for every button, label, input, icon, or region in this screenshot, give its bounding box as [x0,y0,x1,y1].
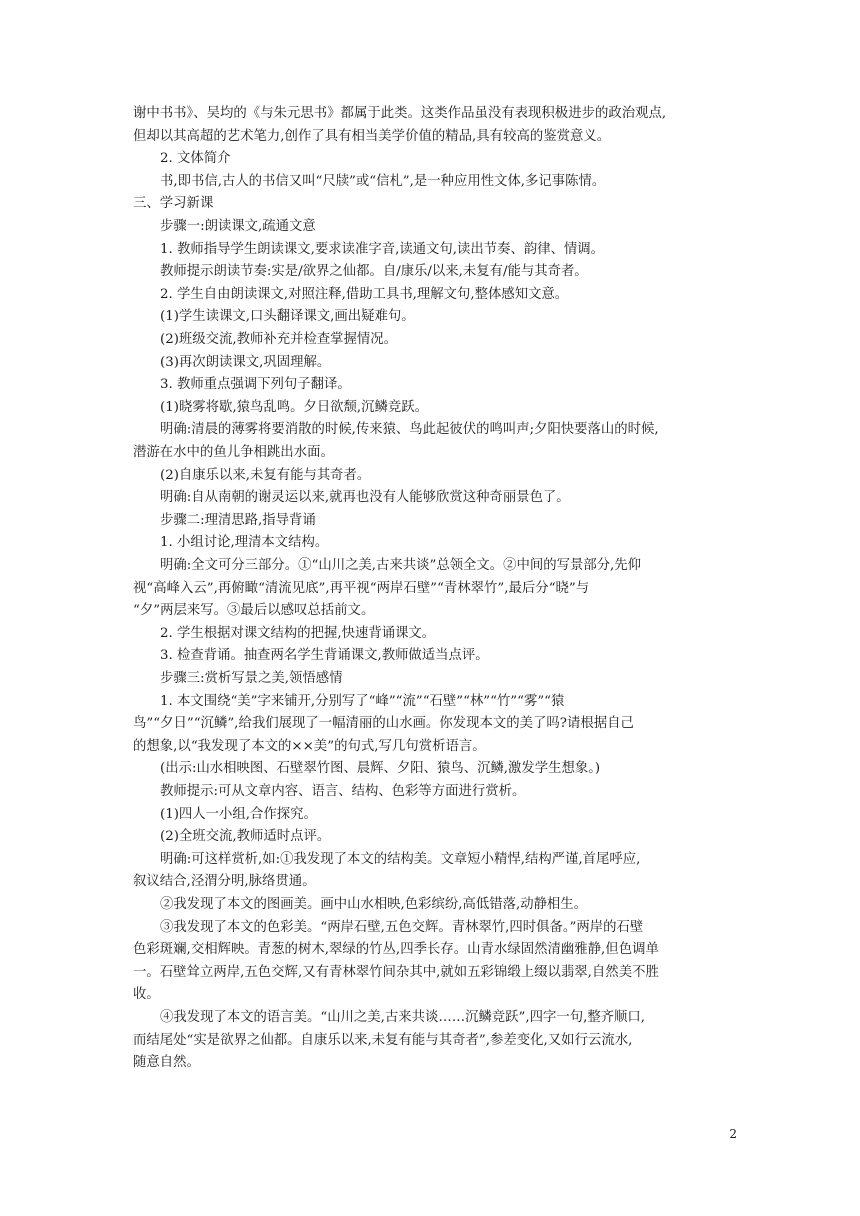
text-line: 1. 本文围绕“美”字来铺开,分别写了“峰”“流”“石壁”“林”“竹”“雾”“猿 [160,693,565,709]
text-line: 步骤三:赏析写景之美,领悟感情 [160,671,343,686]
text-line: 鸟”“夕日”“沉鳞”,给我们展现了一幅清丽的山水画。你发现本文的美了吗?请根据自己 [133,716,634,732]
text-line: 3. 检查背诵。抽查两名学生背诵课文,教师做适当点评。 [160,648,489,664]
text-line: 教师提示:可从文章内容、语言、结构、色彩等方面进行赏析。 [160,784,526,799]
text-line: ④我发现了本文的语言美。“山川之美,古来共谈……沉鳞竞跃”,四字一句,整齐顺口, [160,1010,646,1025]
text-line: ②我发现了本文的图画美。画中山水相映,色彩缤纷,高低错落,动静相生。 [160,897,588,912]
text-line: 1. 小组讨论,理清本文结构。 [160,535,329,551]
text-line: 步骤一:朗读课文,疏通文意 [160,219,316,234]
text-line: 书,即书信,古人的书信又叫“尺牍”或“信札”,是一种应用性文体,多记事陈情。 [160,173,606,189]
text-line: (3)再次朗读课文,巩固理解。 [160,354,331,370]
text-line: 明确:可这样赏析,如:①我发现了本文的结构美。文章短小精悍,结构严谨,首尾呼应, [160,851,641,867]
text-line: 明确:自从南朝的谢灵运以来,就再也没有人能够欣赏这种奇丽景色了。 [160,490,570,506]
text-line: 随意自然。 [133,1055,200,1071]
text-line: 明确:全文可分三部分。①“山川之美,古来共谈”总领全文。②中间的写景部分,先仰 [160,558,642,573]
page-number: 2 [729,1127,737,1141]
text-line: 视“高峰入云”,再俯瞰“清流见底”,再平视“两岸石壁”“青林翠竹”,最后分“晓”与 [133,580,590,596]
text-line: 2. 文体简介 [160,151,231,167]
text-line: 教师提示朗读节奏:实是/欲界之仙都。自/康乐/以来,未复有/能与其奇者。 [160,264,588,280]
text-line: 潜游在水中的鱼儿争相跳出水面。 [133,445,334,460]
text-line: (出示:山水相映图、石壁翠竹图、晨辉、夕阳、猿鸟、沉鳞,激发学生想象。) [160,761,601,777]
text-line: 谢中书书》、吴均的《与朱元思书》都属于此类。这类作品虽没有表现积极进步的政治观点, [133,106,667,121]
text-line: (2)班级交流,教师补充并检查掌握情况。 [160,332,398,347]
text-line: 三、学习新课 [133,196,214,212]
text-line: (2)自康乐以来,未复有能与其奇者。 [160,467,371,483]
text-line: 收。 [133,987,160,1003]
text-line: 而结尾处“实是欲界之仙都。自康乐以来,未复有能与其奇者”,参差变化,又如行云流水, [133,1032,633,1048]
text-line: (1)学生读课文,口头翻译课文,画出疑难句。 [160,309,415,325]
text-line: 步骤二:理清思路,指导背诵 [160,512,316,528]
text-line: “夕”两层来写。③最后以感叹总括前文。 [133,603,375,619]
text-line: ③我发现了本文的色彩美。“两岸石壁,五色交辉。青林翠竹,四时俱备。”两岸的石壁 [160,919,644,935]
text-line: (2)全班交流,教师适时点评。 [160,829,331,845]
text-line: 2. 学生根据对课文结构的把握,快速背诵课文。 [160,625,436,641]
text-line: (1)晓雾将歇,猿鸟乱鸣。夕日欲颓,沉鳞竞跃。 [160,399,428,415]
text-line: 的想象,以“我发现了本文的××美”的句式,写几句赏析语言。 [133,738,486,754]
text-line: (1)四人一小组,合作探究。 [160,806,317,822]
text-line: 3. 教师重点强调下列句子翻译。 [160,377,351,393]
text-line: 但却以其高超的艺术笔力,创作了具有相当美学价值的精品,具有较高的鉴赏意义。 [133,128,611,144]
text-line: 1. 教师指导学生朗读课文,要求读准字音,读通文句,读出节奏、韵律、情调。 [160,241,605,257]
text-line: 一。石壁耸立两岸,五色交辉,又有青林翠竹间杂其中,就如五彩锦缎上缀以翡翠,自然美不胜 [133,964,659,980]
text-line: 明确:清晨的薄雾将要消散的时候,传来猿、鸟此起彼伏的鸣叫声;夕阳快要落山的时候, [160,422,659,438]
text-line: 色彩斑斓,交相辉映。青葱的树木,翠绿的竹丛,四季长存。山青水绿固然清幽雅静,但色调单 [133,942,659,958]
text-line: 叙议结合,泾渭分明,脉络贯通。 [133,874,316,890]
text-line: 2. 学生自由朗读课文,对照注释,借助工具书,理解文句,整体感知文意。 [160,286,569,302]
